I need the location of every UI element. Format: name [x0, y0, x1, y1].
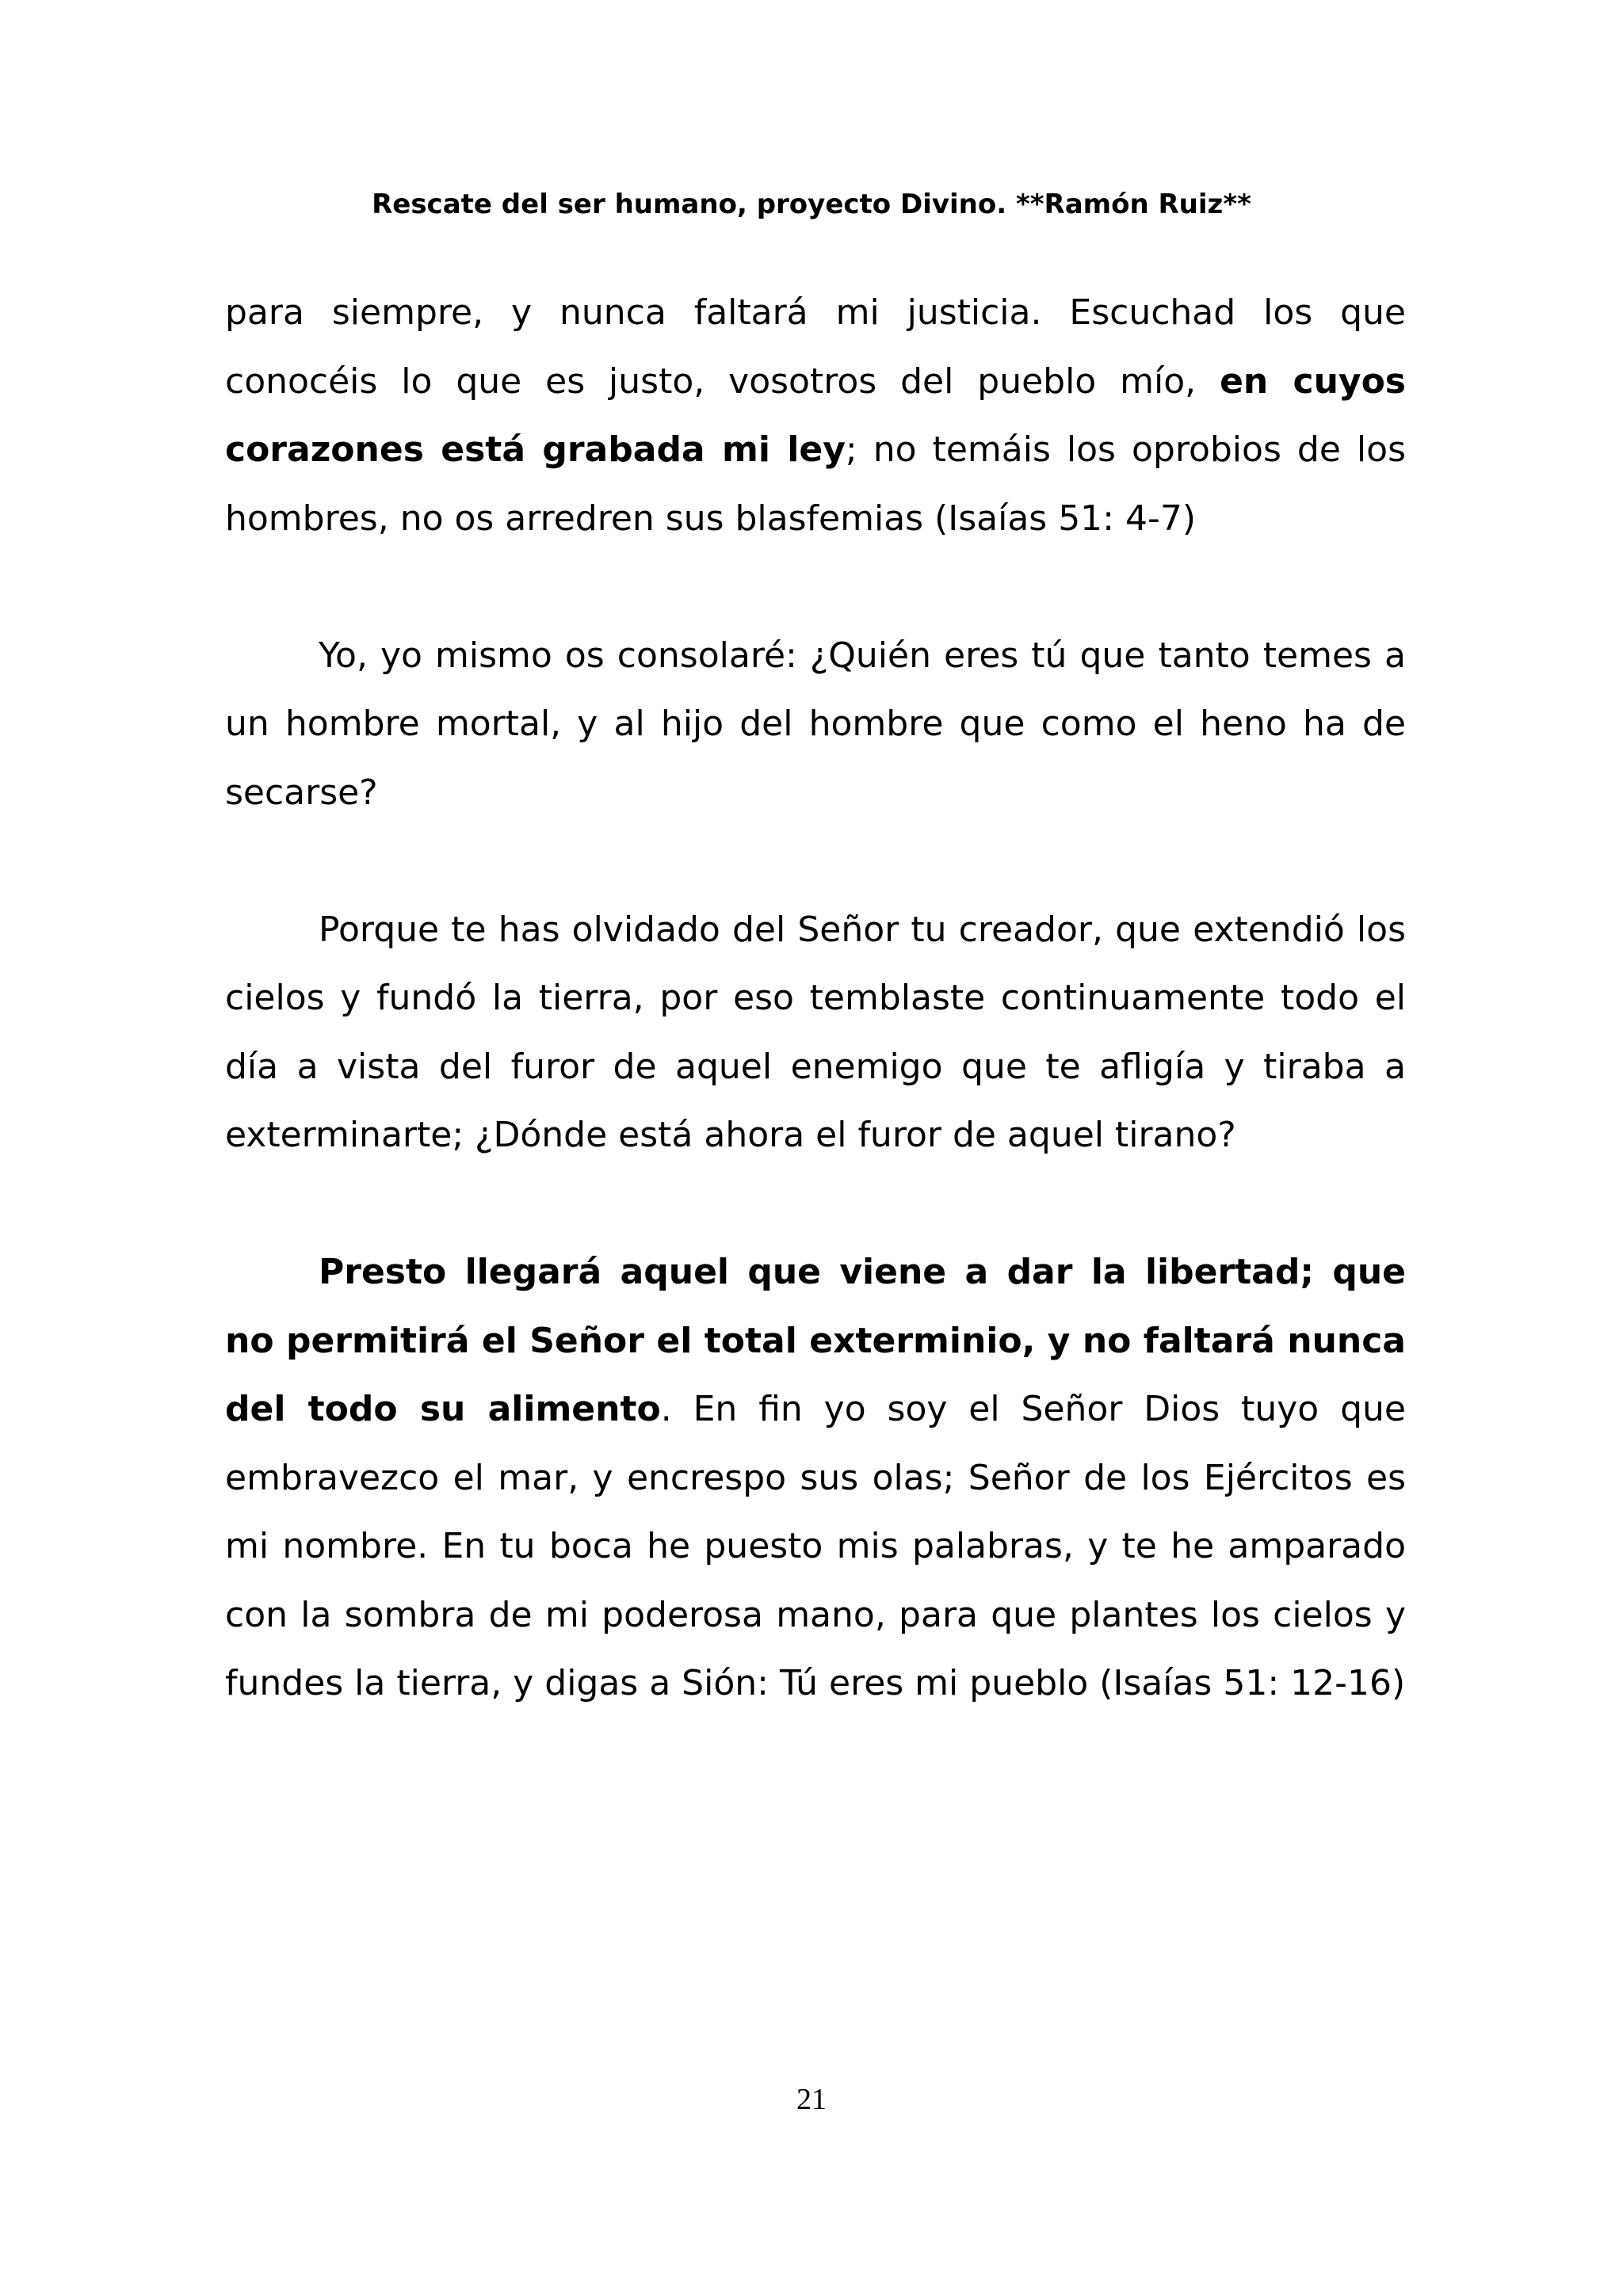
text-segment: ; no temáis los oprobios de los hombres, no os arredren sus blasfemias (Isaías 51: 4-7) — [225, 429, 1406, 539]
running-header: Rescate del ser humano, proyecto Divino. **Ramón Ruiz** — [372, 189, 1251, 220]
body-text — [225, 279, 1406, 1787]
text-segment: . En fin yo soy el Señor Dios tuyo que embravezco el mar, y encrespo sus olas; Señor de los Ejércitos es mi nombre. En tu boca he puesto mis palabras, y te he amparado con la sombra de mi poderosa mano, para que plantes los cielos y fundes la tierra, y digas a Sión: Tú eres mi pueblo (Isaías 51: 12-16) — [225, 1389, 1406, 1703]
text-segment: para siempre, y nunca faltará mi justicia. Escuchad los que conocéis lo que es justo, vosotros del pueblo mío, — [225, 292, 1406, 402]
bold-text-segment: Presto llegará aquel que viene a dar la libertad; que no permitirá el Señor el total exterminio, y no faltará nunca del todo su alimento — [225, 1252, 1406, 1429]
page-number: 21 — [796, 2083, 827, 2116]
paragraph-continuation — [225, 279, 1406, 553]
bold-text-segment: en cuyos corazones está grabada mi ley — [225, 360, 1406, 470]
paragraph — [225, 622, 1406, 828]
paragraph — [225, 1238, 1406, 1718]
text-segment: Yo, yo mismo os consolaré: ¿Quién eres tú que tanto temes a un hombre mortal, y al hijo del hombre que como el heno ha de secarse? — [225, 635, 1406, 813]
paragraph — [225, 896, 1406, 1170]
text-segment: Porque te has olvidado del Señor tu creador, que extendió los cielos y fundó la tierra, por eso temblaste continuamente todo el día a vista del furor de aquel enemigo que te afligía y tiraba a exterminarte; ¿Dónde está ahora el furor de aquel tirano? — [225, 909, 1406, 1155]
